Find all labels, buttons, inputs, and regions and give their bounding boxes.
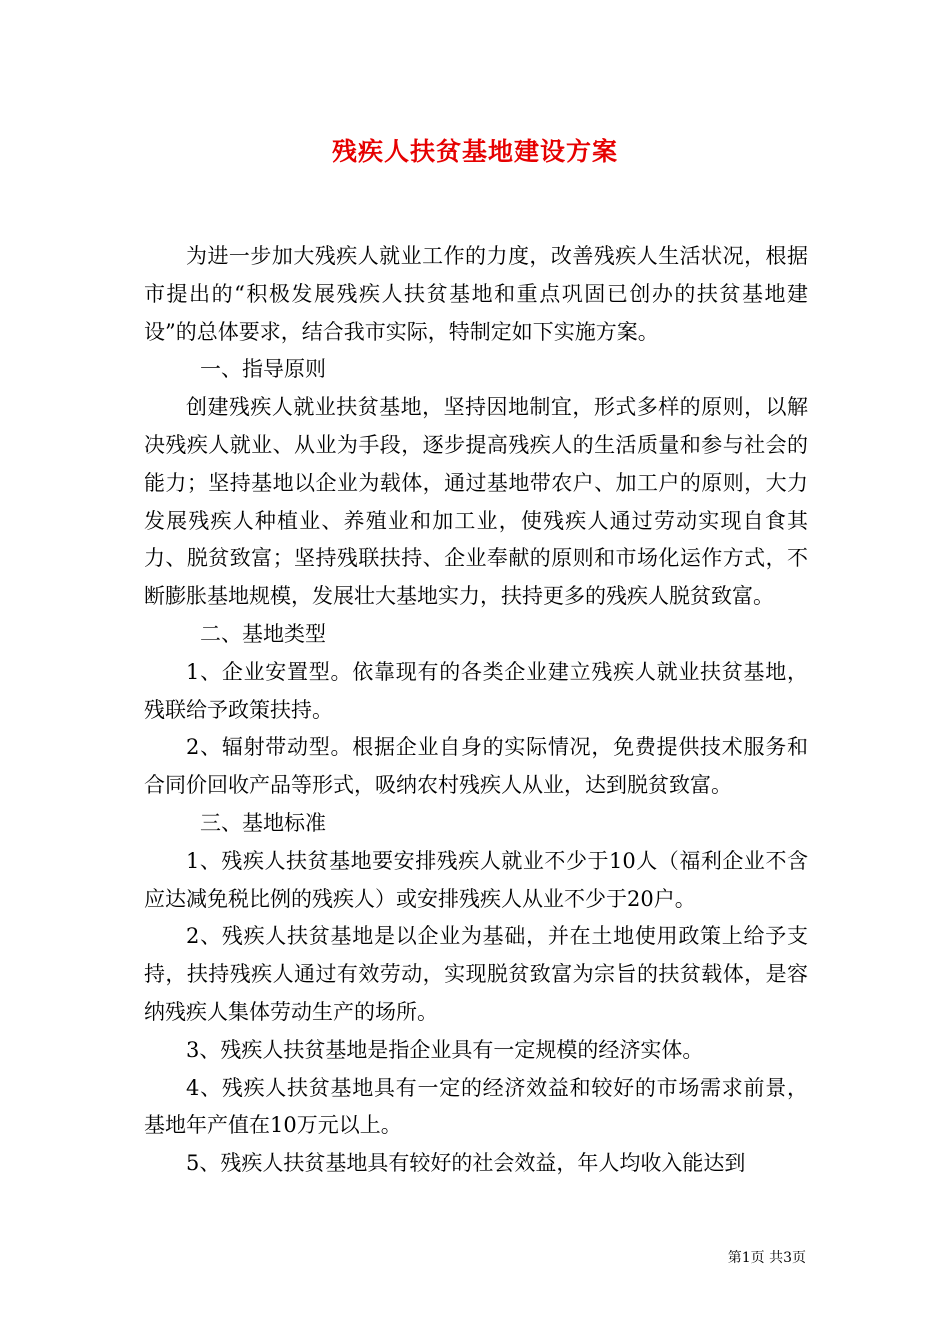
section-heading-guiding-principles: 一、指导原则 (200, 357, 326, 382)
list-item-base-type-2: 2、辐射带动型。根据企业自身的实际情况，免费提供技术服务和合同价回收产品等形式，吸纳农村残疾人从业，达到脱贫致富。 (144, 735, 808, 798)
page-number: 第1页 共3页 (727, 1250, 806, 1266)
list-item-standard-3: 3、残疾人扶贫基地是指企业具有一定规模的经济实体。 (186, 1037, 704, 1062)
section-heading-base-types: 二、基地类型 (200, 621, 326, 646)
list-item-standard-2: 2、残疾人扶贫基地是以企业为基础，并在土地使用政策上给予支持，扶持残疾人通过有效劳动，实现脱贫致富为宗旨的扶贫载体，是容纳残疾人集体劳动生产的场所。 (144, 924, 808, 1024)
list-item-base-type-1: 1、企业安置型。依靠现有的各类企业建立残疾人就业扶贫基地，残联给予政策扶持。 (144, 659, 808, 722)
document-body (144, 238, 808, 1183)
list-item-standard-4: 4、残疾人扶贫基地具有一定的经济效益和较好的市场需求前景，基地年产值在10万元以上。 (144, 1075, 808, 1138)
section-heading-base-standards: 三、基地标准 (200, 810, 326, 835)
list-item-standard-1: 1、残疾人扶贫基地要安排残疾人就业不少于10人（福利企业不含应达减免税比例的残疾人）或安排残疾人从业不少于20户。 (144, 848, 808, 911)
paragraph-guiding-principles: 创建残疾人就业扶贫基地，坚持因地制宜，形式多样的原则，以解决残疾人就业、从业为手段，逐步提高残疾人的生活质量和参与社会的能力；坚持基地以企业为载体，通过基地带农户、加工户的原则，大力发展残疾人种植业、养殖业和加工业，使残疾人通过劳动实现自食其力、脱贫致富；坚持残联扶持、企业奉献的原则和市场化运作方式，不断膨胀基地规模，发展壮大基地实力，扶持更多的残疾人脱贫致富。 (144, 395, 808, 609)
paragraph-intro: 为进一步加大残疾人就业工作的力度，改善残疾人生活状况，根据市提出的“积极发展残疾人扶贫基地和重点巩固已创办的扶贫基地建设”的总体要求，结合我市实际，特制定如下实施方案。 (144, 244, 808, 344)
list-item-standard-5: 5、残疾人扶贫基地具有较好的社会效益，年人均收入能达到 (186, 1151, 746, 1176)
document-title: 残疾人扶贫基地建设方案 (331, 137, 618, 166)
